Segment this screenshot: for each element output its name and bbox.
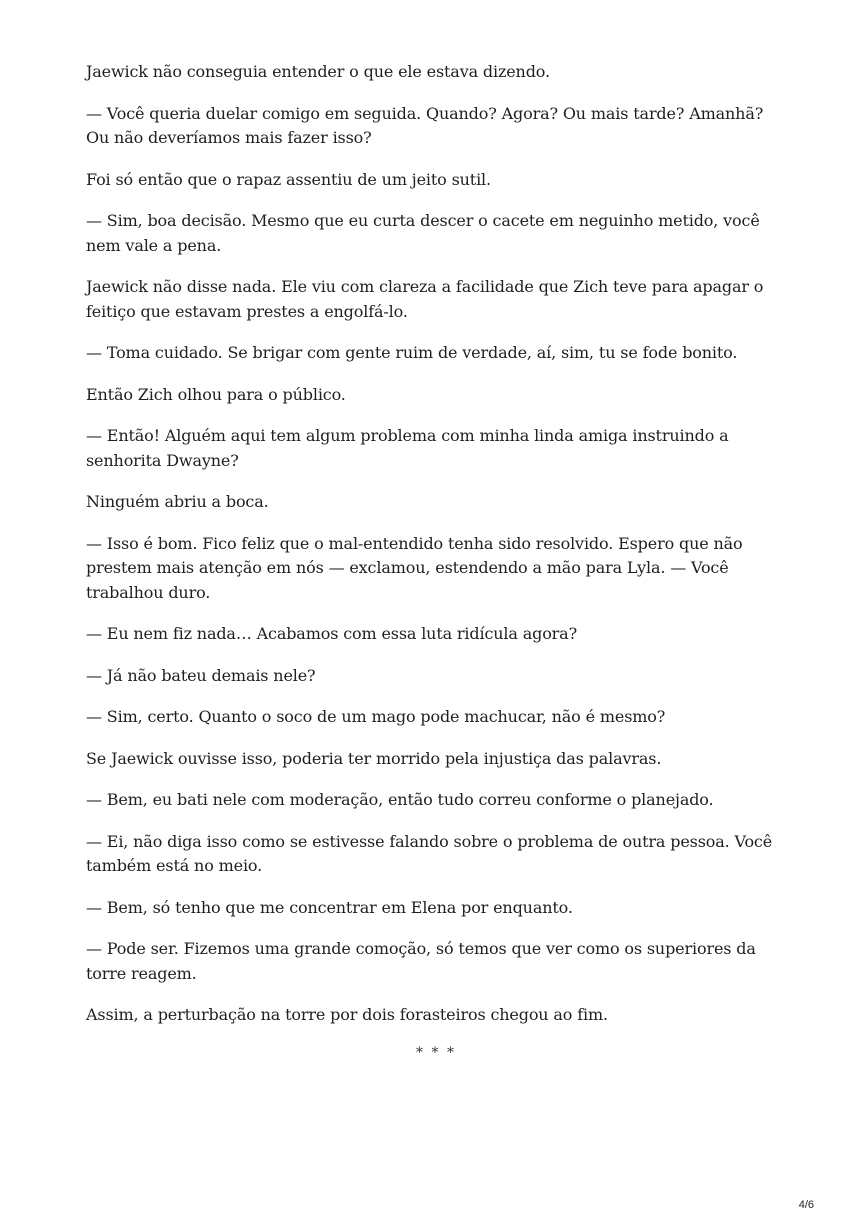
paragraph: Assim, a perturbação na torre por dois forasteiros chegou ao fim. [86,1005,608,1024]
paragraph: — Toma cuidado. Se brigar com gente ruim de verdade, aí, sim, tu se fode bonito. [86,343,738,362]
paragraph: — Isso é bom. Fico feliz que o mal-entendido tenha sido resolvido. Espero que não prestem mais atenção em nós — exclamou, estendendo a mão para Lyla. — Você trabalhou duro. [86,533,743,602]
paragraph: — Sim, boa decisão. Mesmo que eu curta descer o cacete em neguinho metido, você nem vale a pena. [86,211,760,255]
paragraph: — Sim, certo. Quanto o soco de um mago pode machucar, não é mesmo? [86,707,666,726]
paragraph: — Pode ser. Fizemos uma grande comoção, só temos que ver como os superiores da torre reagem. [86,939,756,983]
paragraph: — Ei, não diga isso como se estivesse falando sobre o problema de outra pessoa. Você também está no meio. [86,831,773,875]
paragraph: — Você queria duelar comigo em seguida. Quando? Agora? Ou mais tarde? Amanhã? Ou não deveríamos mais fazer isso? [86,103,764,147]
paragraph: Ninguém abriu a boca. [86,492,269,511]
paragraph: — Bem, eu bati nele com moderação, então tudo correu conforme o planejado. [86,790,714,809]
paragraph: Então Zich olhou para o público. [86,384,346,404]
paragraph: Jaewick não disse nada. Ele viu com clareza a facilidade que Zich teve para apagar o feitiço que estavam prestes a engolfá-lo. [86,277,764,321]
paragraph: Foi só então que o rapaz assentiu de um jeito sutil. [86,169,491,189]
paragraph: — Então! Alguém aqui tem algum problema com minha linda amiga instruindo a senhorita Dwayne? [86,426,729,470]
document-body [86,60,786,1061]
paragraph: Jaewick não conseguia entender o que ele estava dizendo. [86,62,550,81]
paragraph: — Já não bateu demais nele? [86,665,316,685]
paragraph: — Eu nem fiz nada… Acabamos com essa luta ridícula agora? [86,624,577,643]
paragraph: — Bem, só tenho que me concentrar em Elena por enquanto. [86,897,573,917]
page-number: 4/6 [798,1199,814,1211]
scene-separator: * * * [416,1044,456,1061]
paragraph: Se Jaewick ouvisse isso, poderia ter morrido pela injustiça das palavras. [86,748,662,768]
